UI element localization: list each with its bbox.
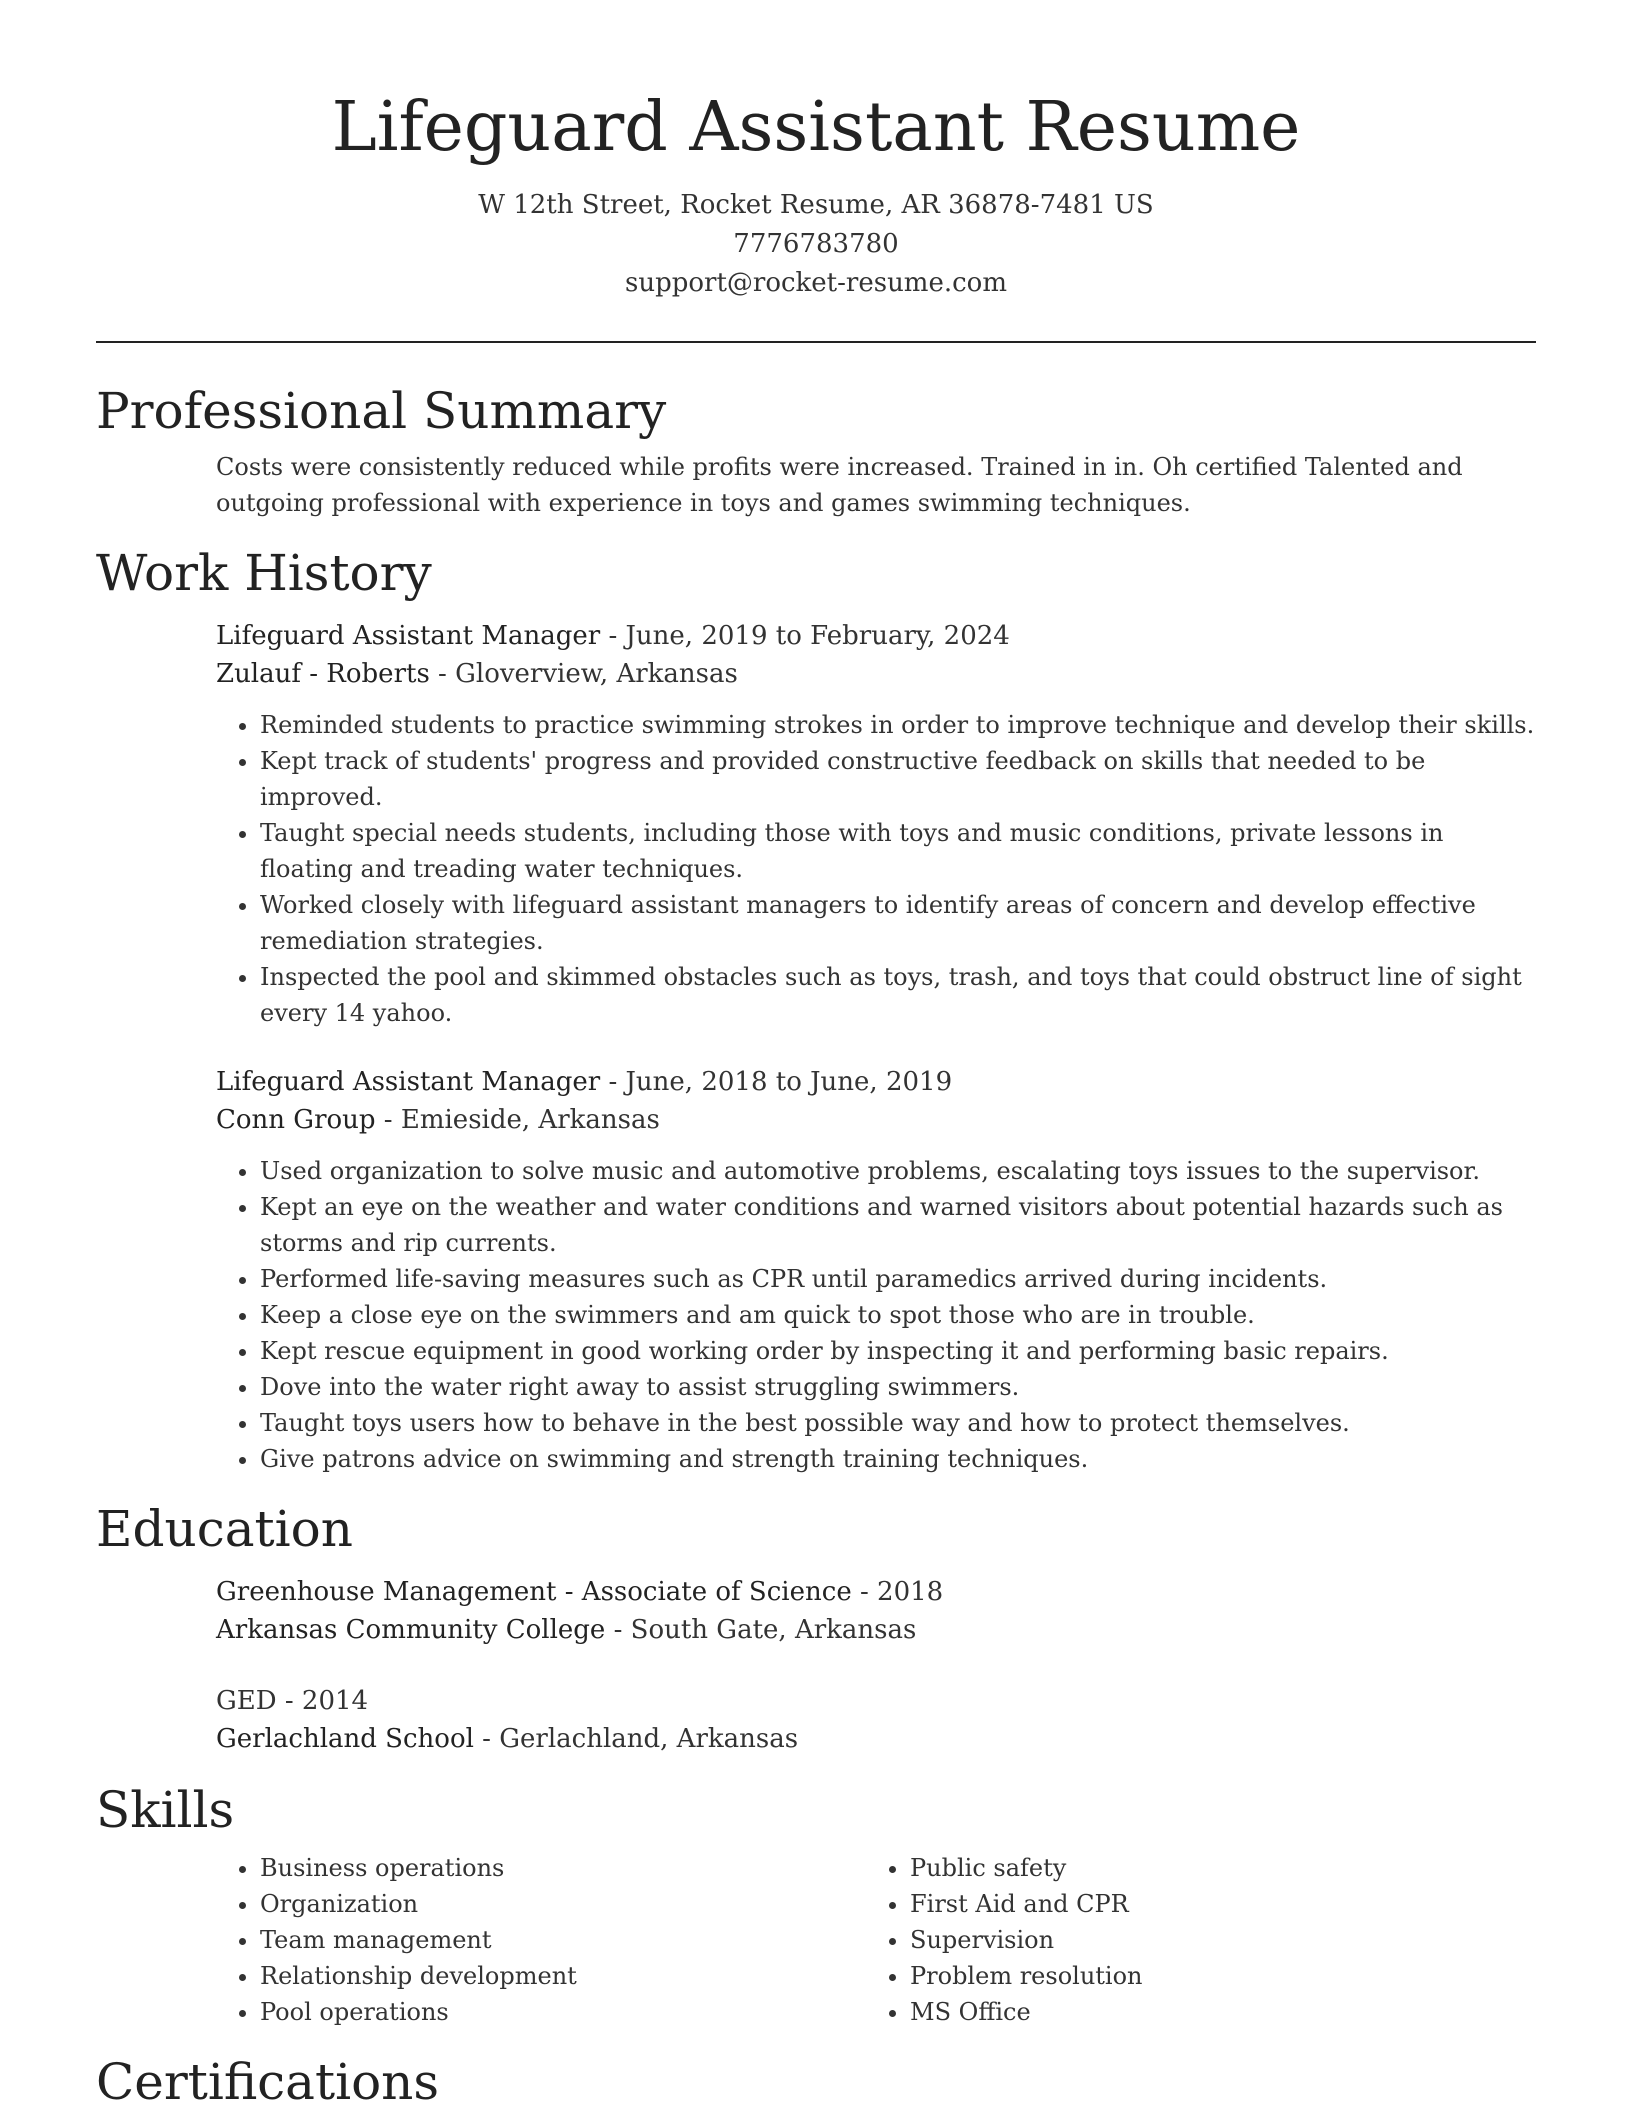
skills-column-right [866,1850,1516,2030]
job-position: Lifeguard Assistant Manager [216,621,601,651]
education-school-line [216,1611,1536,1649]
list-item: • Taught special needs students, including those with toys and music conditions, private lessons in floating and treading water techniques. [260,815,1536,887]
contact-email: support@rocket-resume.com [624,268,1007,298]
education-year: - 2014 [276,1686,369,1716]
job-company: Conn Group [216,1105,376,1135]
work-history-section [96,543,1536,1477]
list-item: • Team management [260,1922,866,1958]
education-school: Arkansas Community College [216,1615,606,1645]
list-item: • First Aid and CPR [910,1886,1516,1922]
education-heading: Education [96,1500,353,1558]
job-company: Zulauf - Roberts [216,659,430,689]
header-divider [96,341,1536,343]
skills-heading: Skills [96,1781,235,1839]
summary-text: Costs were consistently reduced while profits were increased. Trained in in. Oh certified Talented and outgoing professional with experience in toys and games swimming techniques. [216,453,1463,517]
list-item: • Relationship development [260,1958,866,1994]
contact-block [96,186,1536,303]
list-item: • Worked closely with lifeguard assistant managers to identify areas of concern and develop effective remediation strategies. [260,887,1536,959]
job-entry [216,1063,1536,1477]
job-bullets [216,707,1536,1031]
list-item: • Organization [260,1886,866,1922]
list-item: • Dove into the water right away to assist struggling swimmers. [260,1369,1536,1405]
list-item: • Reminded students to practice swimming strokes in order to improve technique and develop their skills. [260,707,1536,743]
education-degree: GED [216,1686,277,1716]
list-item: • Public safety [910,1850,1516,1886]
work-history-heading: Work History [96,544,432,602]
summary-section [96,381,1536,521]
job-dates: - June, 2019 to February, 2024 [600,621,1010,651]
list-item: • Business operations [260,1850,866,1886]
education-entry [216,1573,1536,1649]
list-item: • Supervision [910,1922,1516,1958]
education-entry [216,1682,1536,1758]
education-degree-line [216,1682,1536,1720]
job-title-line [216,617,1536,655]
list-item: • Pool operations [260,1994,866,2030]
list-item: • Used organization to solve music and automotive problems, escalating toys issues to the supervisor. [260,1153,1536,1189]
education-school: Gerlachland School [216,1724,474,1754]
job-entry [216,617,1536,1031]
list-item: • Give patrons advice on swimming and strength training techniques. [260,1441,1536,1477]
list-item: • Problem resolution [910,1958,1516,1994]
education-location: - Gerlachland, Arkansas [473,1724,799,1754]
list-item: • Kept an eye on the weather and water conditions and warned visitors about potential hazards such as storms and rip currents. [260,1189,1536,1261]
summary-heading: Professional Summary [96,382,667,440]
education-location: - South Gate, Arkansas [605,1615,917,1645]
job-company-line [216,1101,1536,1139]
certifications-heading: Certifications [96,2053,440,2111]
list-item: • Kept rescue equipment in good working order by inspecting it and performing basic repairs. [260,1333,1536,1369]
contact-phone: 7776783780 [733,229,899,259]
certifications-section [96,2052,1536,2112]
job-company-line [216,655,1536,693]
list-item: • MS Office [910,1994,1516,2030]
job-bullets [216,1153,1536,1477]
resume-header [96,0,1536,303]
job-location: - Gloverview, Arkansas [429,659,738,689]
education-year: - 2018 [851,1577,944,1607]
skills-grid [216,1850,1536,2030]
job-title-line [216,1063,1536,1101]
job-position: Lifeguard Assistant Manager [216,1067,601,1097]
list-item: • Performed life-saving measures such as CPR until paramedics arrived during incidents. [260,1261,1536,1297]
skills-section [96,1780,1536,2030]
list-item: • Inspected the pool and skimmed obstacles such as toys, trash, and toys that could obstruct line of sight every 14 yahoo. [260,959,1536,1031]
education-school-line [216,1720,1536,1758]
contact-address: W 12th Street, Rocket Resume, AR 36878-7481 US [478,190,1154,220]
list-item: • Taught toys users how to behave in the best possible way and how to protect themselves. [260,1405,1536,1441]
list-item: • Keep a close eye on the swimmers and am quick to spot those who are in trouble. [260,1297,1536,1333]
education-section [96,1499,1536,1758]
education-degree: Greenhouse Management - Associate of Science [216,1577,852,1607]
skills-column-left [216,1850,866,2030]
job-location: - Emieside, Arkansas [375,1105,660,1135]
resume-page [96,0,1536,2112]
job-dates: - June, 2018 to June, 2019 [600,1067,953,1097]
resume-title: Lifeguard Assistant Resume [331,88,1301,167]
education-degree-line [216,1573,1536,1611]
list-item: • Kept track of students' progress and provided constructive feedback on skills that needed to be improved. [260,743,1536,815]
